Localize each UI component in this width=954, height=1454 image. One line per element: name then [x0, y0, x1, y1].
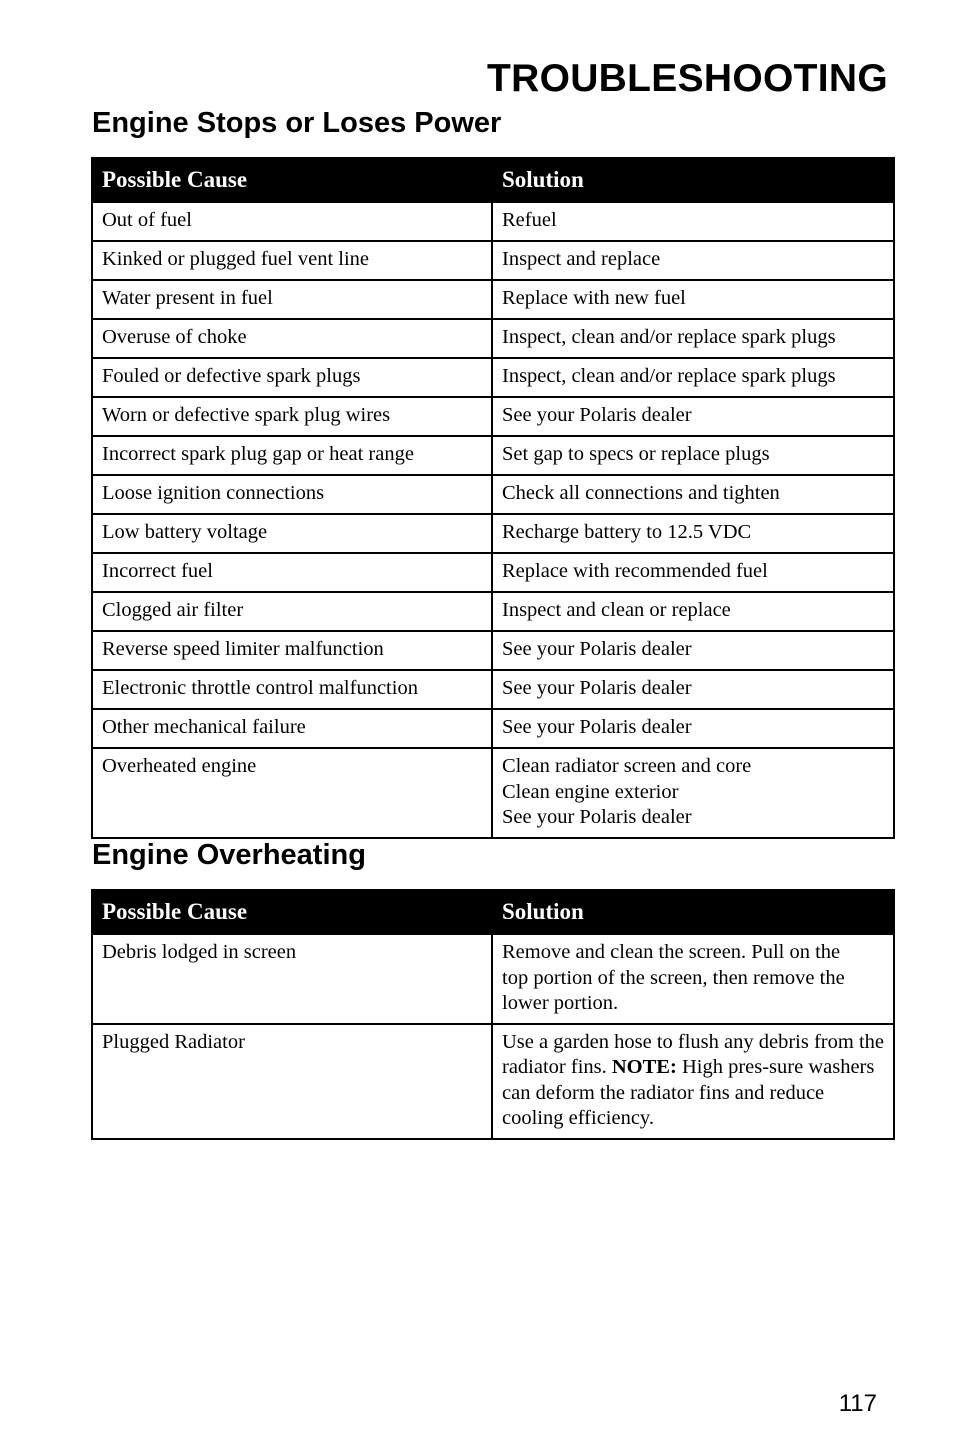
engine-stops-table: [91, 157, 895, 839]
table-row: [92, 280, 894, 319]
table-row: [92, 319, 894, 358]
cause-cell: Overheated engine: [92, 748, 492, 838]
column-header-cause: Possible Cause: [92, 890, 492, 934]
column-header-solution: Solution: [492, 158, 894, 202]
note-label: NOTE:: [611, 1056, 677, 1078]
table-row: [92, 514, 894, 553]
cause-cell: Out of fuel: [92, 202, 492, 241]
table-row: [92, 631, 894, 670]
solution-cell: [492, 934, 894, 1024]
solution-cell: [492, 670, 894, 709]
solution-cell: [492, 241, 894, 280]
table-row: [92, 670, 894, 709]
solution-line: See your Polaris dealer: [502, 716, 692, 738]
page-title: TROUBLESHOOTING: [487, 57, 888, 100]
solution-cell: [492, 709, 894, 748]
solution-cell: [492, 358, 894, 397]
solution-line: Replace with new fuel: [502, 287, 686, 309]
cause-cell: Clogged air filter: [92, 592, 492, 631]
cause-cell: Electronic throttle control malfunction: [92, 670, 492, 709]
table-row: [92, 709, 894, 748]
table-row: [92, 553, 894, 592]
solution-line: Recharge battery to 12.5 VDC: [502, 521, 752, 543]
solution-cell: [492, 319, 894, 358]
solution-line: Refuel: [502, 209, 557, 231]
table-row: [92, 1024, 894, 1139]
solution-cell: [492, 553, 894, 592]
table-row: [92, 475, 894, 514]
cause-cell: Other mechanical failure: [92, 709, 492, 748]
solution-cell: [492, 631, 894, 670]
solution-line: Set gap to specs or replace plugs: [502, 443, 770, 465]
table-row: [92, 436, 894, 475]
solution-line: See your Polaris dealer: [502, 677, 692, 699]
cause-cell: Incorrect spark plug gap or heat range: [92, 436, 492, 475]
column-header-solution: Solution: [492, 890, 894, 934]
solution-line: Remove and clean the screen. Pull on the: [502, 941, 841, 963]
table-row: [92, 358, 894, 397]
solution-line: Inspect, clean and/or replace spark plugs: [502, 365, 836, 387]
solution-line: top portion of the screen, then remove the: [502, 966, 845, 989]
cause-cell: Kinked or plugged fuel vent line: [92, 241, 492, 280]
table-row: [92, 202, 894, 241]
solution-cell: [492, 280, 894, 319]
solution-line: lower portion.: [502, 992, 619, 1014]
solution-cell: [492, 592, 894, 631]
cause-cell: Reverse speed limiter malfunction: [92, 631, 492, 670]
solution-cell: [492, 1024, 894, 1139]
table-header-row: [92, 158, 894, 202]
solution-line: Clean radiator screen and core: [502, 755, 752, 777]
table-row: [92, 748, 894, 838]
cause-cell: Debris lodged in screen: [92, 934, 492, 1024]
cause-cell: Incorrect fuel: [92, 553, 492, 592]
solution-cell: [492, 436, 894, 475]
section-heading-engine-overheating: Engine Overheating: [92, 839, 366, 871]
page-number: 117: [838, 1390, 877, 1417]
solution-cell: [492, 748, 894, 838]
cause-cell: Fouled or defective spark plugs: [92, 358, 492, 397]
solution-line: Inspect, clean and/or replace spark plugs: [502, 326, 836, 348]
column-header-cause: Possible Cause: [92, 158, 492, 202]
solution-line: See your Polaris dealer: [502, 404, 692, 426]
table-row: [92, 934, 894, 1024]
solution-cell: [492, 397, 894, 436]
solution-line: See your Polaris dealer: [502, 638, 692, 660]
solution-line: Inspect and replace: [502, 248, 661, 270]
solution-line: See your Polaris dealer: [502, 806, 692, 828]
solution-cell: [492, 475, 894, 514]
table-row: [92, 592, 894, 631]
table-row: [92, 241, 894, 280]
cause-cell: Overuse of choke: [92, 319, 492, 358]
solution-line: Replace with recommended fuel: [502, 560, 768, 582]
table-header-row: [92, 890, 894, 934]
table-row: [92, 397, 894, 436]
cause-cell: Plugged Radiator: [92, 1024, 492, 1139]
engine-overheating-table: [91, 889, 895, 1140]
cause-cell: Water present in fuel: [92, 280, 492, 319]
solution-cell: [492, 514, 894, 553]
note-text: High pres-sure washers can deform the radiator fins and reduce cooling efficiency.: [502, 1056, 875, 1129]
cause-cell: Worn or defective spark plug wires: [92, 397, 492, 436]
solution-line: Inspect and clean or replace: [502, 599, 731, 621]
cause-cell: Loose ignition connections: [92, 475, 492, 514]
solution-line: Check all connections and tighten: [502, 482, 780, 504]
solution-intro: Use a garden hose to flush any debris from the radiator fins.: [502, 1030, 884, 1078]
solution-cell: [492, 202, 894, 241]
solution-line: Clean engine exterior: [502, 780, 679, 803]
cause-cell: Low battery voltage: [92, 514, 492, 553]
section-heading-engine-stops: Engine Stops or Loses Power: [92, 107, 502, 139]
